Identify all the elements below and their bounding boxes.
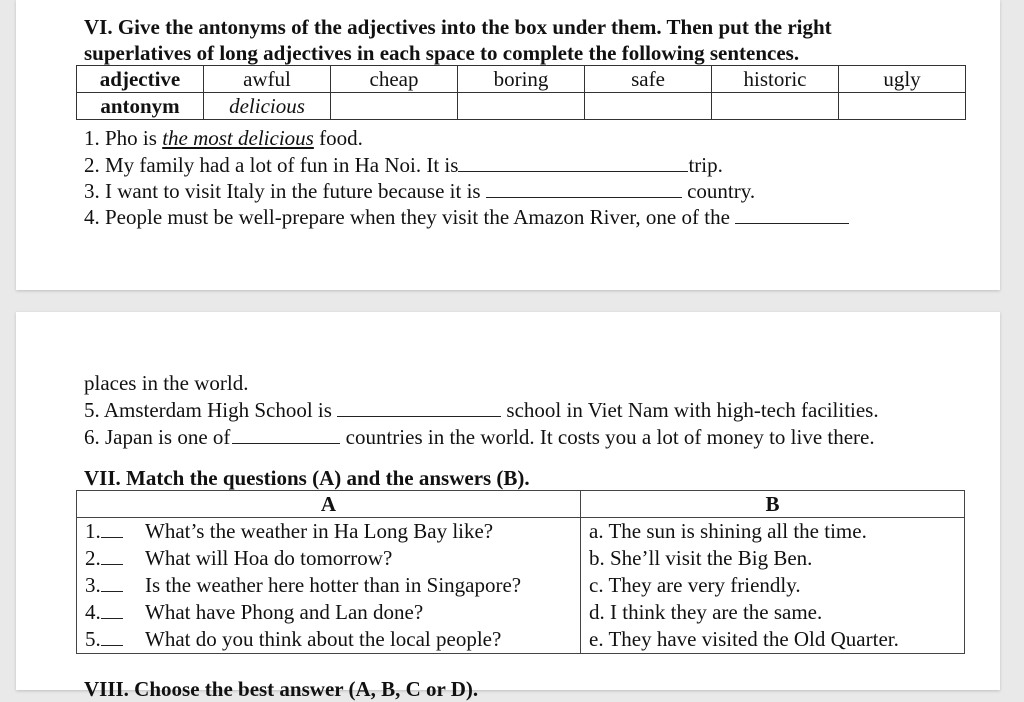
match-answer-blank[interactable] — [101, 626, 123, 646]
antonym-cell — [839, 93, 966, 120]
antonym-cell — [585, 93, 712, 120]
sentence-5-end: school in Viet Nam with high-tech facilities. — [506, 398, 879, 422]
sentence-1 — [84, 125, 363, 151]
question-number: 4. — [85, 600, 101, 624]
sentence-6-end: countries in the world. It costs you a lot of money to live there. — [345, 425, 875, 449]
sentence-2 — [84, 152, 723, 178]
question-text: What have Phong and Lan done? — [145, 600, 424, 624]
antonym-cell — [331, 93, 458, 120]
sentence-4-continued: places in the world. — [84, 371, 249, 395]
answer-blank[interactable] — [735, 204, 849, 224]
column-a-header: A — [77, 491, 581, 518]
antonym-cell: delicious — [204, 93, 331, 120]
adjective-cell: historic — [712, 66, 839, 93]
question-item — [77, 518, 580, 545]
question-text: What will Hoa do tomorrow? — [145, 546, 393, 570]
sentence-2-start: 2. My family had a lot of fun in Ha Noi. It is — [84, 153, 459, 177]
sentence-1-start: 1. Pho is — [84, 126, 163, 150]
question-number: 5. — [85, 627, 101, 651]
sentence-1-end: food. — [313, 126, 363, 150]
match-answer-blank[interactable] — [101, 545, 123, 565]
antonym-row — [77, 93, 966, 120]
question-number: 3. — [85, 573, 101, 597]
answer-blank[interactable] — [486, 178, 682, 198]
match-table — [76, 490, 965, 654]
adjective-cell: awful — [204, 66, 331, 93]
sentence-4-start: 4. People must be well-prepare when they visit the Amazon River, one of the — [84, 205, 730, 229]
question-text: What do you think about the local people? — [145, 627, 502, 651]
adjective-cell: ugly — [839, 66, 966, 93]
answer-item: e. They have visited the Old Quarter. — [589, 627, 899, 651]
sentence-6-start: 6. Japan is one of — [84, 425, 231, 449]
questions-column — [77, 518, 581, 654]
sentence-2-end: trip. — [688, 153, 723, 177]
sentence-5-start: 5. Amsterdam High School is — [84, 398, 332, 422]
section-8-heading-partial: VIII. Choose the best answer (A, B, C or D). — [84, 677, 479, 701]
answer-item: b. She’ll visit the Big Ben. — [589, 546, 813, 570]
adjective-cell: boring — [458, 66, 585, 93]
question-item — [77, 599, 580, 626]
worksheet-page-1 — [16, 0, 1000, 290]
antonym-table — [76, 65, 966, 120]
answer-item: c. They are very friendly. — [589, 573, 801, 597]
adjective-row — [77, 66, 966, 93]
match-body-row — [77, 518, 965, 654]
answers-column — [581, 518, 965, 654]
adjective-row-label: adjective — [77, 66, 204, 93]
sentence-5 — [84, 397, 879, 423]
match-answer-blank[interactable] — [101, 518, 123, 538]
question-number: 1. — [85, 519, 101, 543]
answer-item: a. The sun is shining all the time. — [589, 519, 867, 543]
section-6-heading-line-1: VI. Give the antonyms of the adjectives into the box under them. Then put the right — [84, 15, 832, 39]
antonym-cell — [712, 93, 839, 120]
sentence-3-end: country. — [687, 179, 756, 203]
sentence-3-start: 3. I want to visit Italy in the future because it is — [84, 179, 481, 203]
question-text: What’s the weather in Ha Long Bay like? — [145, 519, 494, 543]
column-b-header: B — [581, 491, 965, 518]
sentence-3 — [84, 178, 755, 204]
section-7-heading: VII. Match the questions (A) and the answers (B). — [84, 466, 530, 490]
antonym-row-label: antonym — [77, 93, 204, 120]
section-6-heading-line-2: superlatives of long adjectives in each space to complete the following sentences. — [84, 41, 800, 65]
sentence-6 — [84, 424, 875, 450]
question-text: Is the weather here hotter than in Singapore? — [145, 573, 522, 597]
answer-item: d. I think they are the same. — [589, 600, 823, 624]
question-item — [77, 572, 580, 599]
adjective-cell: safe — [585, 66, 712, 93]
adjective-cell: cheap — [331, 66, 458, 93]
sentence-4 — [84, 204, 849, 230]
question-item — [77, 626, 580, 653]
answer-blank[interactable] — [458, 152, 688, 172]
question-number: 2. — [85, 546, 101, 570]
match-answer-blank[interactable] — [101, 572, 123, 592]
antonym-cell — [458, 93, 585, 120]
worksheet-page-2 — [16, 312, 1000, 701]
answer-blank[interactable] — [232, 424, 340, 444]
match-answer-blank[interactable] — [101, 599, 123, 619]
answer-blank[interactable] — [337, 397, 501, 417]
sentence-1-answer: the most delicious — [162, 126, 314, 150]
match-header-row — [77, 491, 965, 518]
question-item — [77, 545, 580, 572]
